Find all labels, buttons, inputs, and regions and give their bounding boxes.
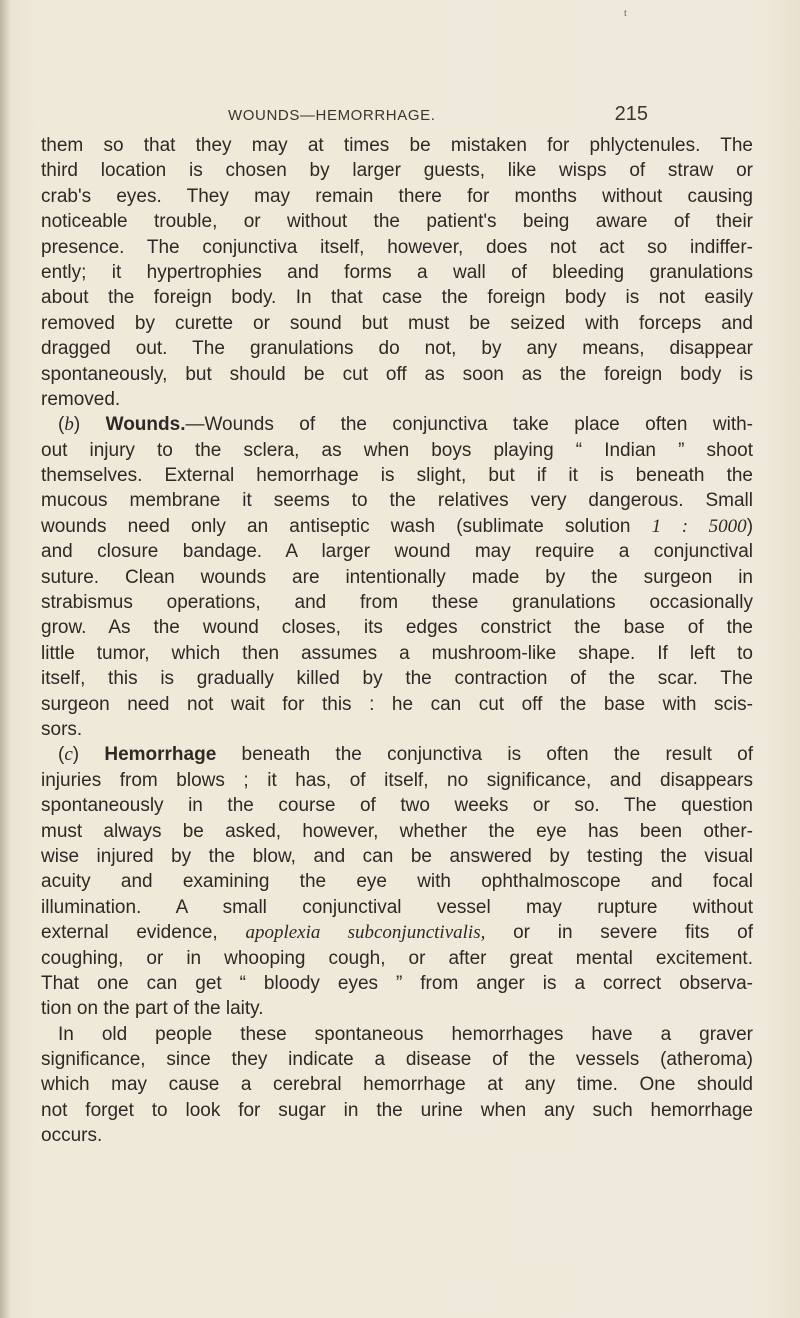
text-line: itself, this is gradually killed by the contraction of the scar. The [41,668,753,690]
text-line: occurs. [41,1125,103,1147]
text-line: strabismus operations, and from these granulations occasionally [41,592,753,614]
section-heading-hemorrhage: Hemorrhage [104,744,217,766]
text-span: wounds need only an antiseptic wash (sublimate solution [41,515,631,537]
running-head: WOUNDS—HEMORRHAGE. [228,107,436,124]
page-number: 215 [614,103,648,125]
section-marker-letter: c [64,744,73,766]
solution-ratio: 1 : 5000 [651,515,747,537]
body-text [41,133,753,1149]
text-line: not forget to look for sugar in the urine when any such hemorrhage [41,1099,753,1121]
text-line: themselves. External hemorrhage is slight, but if it is beneath the [41,465,753,487]
text-line: them so that they may at times be mistaken for phlyctenules. The [41,135,753,156]
text-line-with-italic-term [41,920,753,945]
text-line: In old people these spontaneous hemorrhages have a graver [58,1023,753,1045]
page-header [228,103,648,129]
text-line: spontaneously in the course of two weeks or so. The question [41,795,753,817]
top-mark: t [624,8,627,19]
text-line: coughing, or in whooping cough, or after great mental excitement. [41,947,753,969]
text-line: significance, since they indicate a disease of the vessels (atheroma) [41,1049,753,1071]
text-line: sors. [41,718,83,740]
text-line: grow. As the wound closes, its edges constrict the base of the [41,617,753,639]
text-line: injuries from blows ; it has, of itself, no significance, and disappears [41,769,753,791]
section-c-first-line [41,742,753,767]
text-line: ently; it hypertrophies and forms a wall of bleeding granulations [41,261,753,283]
text-line: spontaneously, but should be cut off as soon as the foreign body is [41,363,753,385]
section-b-first-line [41,412,753,437]
text-line: That one can get “ bloody eyes ” from anger is a correct observa- [41,972,753,994]
text-line: third location is chosen by larger guests, like wisps of straw or [41,160,753,182]
page-gutter-shadow [0,0,10,1318]
text-span: external evidence, [41,922,246,944]
section-marker-open: ( [58,414,65,436]
text-line: mucous membrane it seems to the relatives very dangerous. Small [41,490,753,512]
text-line: illumination. A small conjunctival vessel may rupture without [41,896,753,918]
section-marker-close: ) [73,414,81,436]
text-span: ) [746,515,754,537]
latin-term: apoplexia subconjunctivalis, [245,922,486,944]
section-heading-wounds: Wounds. [105,414,186,436]
text-line: little tumor, which then assumes a mushroom-like shape. If left to [41,642,753,664]
section-marker-letter: b [64,414,74,436]
text-line: removed by curette or sound but must be seized with forceps and [41,312,753,334]
text-line-with-ratio [41,514,753,539]
text-line: removed. [41,388,121,410]
text-line: surgeon need not wait for this : he can cut off the base with scis- [41,693,753,715]
text-line: acuity and examining the eye with ophthalmoscope and focal [41,871,753,893]
text-line: crab's eyes. They may remain there for months without causing [41,185,753,207]
section-b-line-rest: —Wounds of the conjunctiva take place often with- [185,414,753,436]
text-span: or in severe fits of [485,922,753,944]
text-line: out injury to the sclera, as when boys playing “ Indian ” shoot [41,439,753,461]
section-c-line-rest: beneath the conjunctiva is often the result of [216,744,754,766]
text-line: noticeable trouble, or without the patient's being aware of their [41,211,753,233]
text-line: dragged out. The granulations do not, by any means, disappear [41,338,753,360]
section-marker-open: ( [58,744,65,766]
text-line: presence. The conjunctiva itself, however, does not act so indiffer- [41,236,753,258]
text-line: wise injured by the blow, and can be answered by testing the visual [41,845,753,867]
text-line: suture. Clean wounds are intentionally made by the surgeon in [41,566,753,588]
section-marker-close: ) [72,744,80,766]
text-line: about the foreign body. In that case the foreign body is not easily [41,287,753,309]
text-line: and closure bandage. A larger wound may require a conjunctival [41,541,753,563]
text-line: which may cause a cerebral hemorrhage at any time. One should [41,1074,753,1096]
text-line: tion on the part of the laity. [41,998,264,1020]
text-line: must always be asked, however, whether the eye has been other- [41,820,753,842]
